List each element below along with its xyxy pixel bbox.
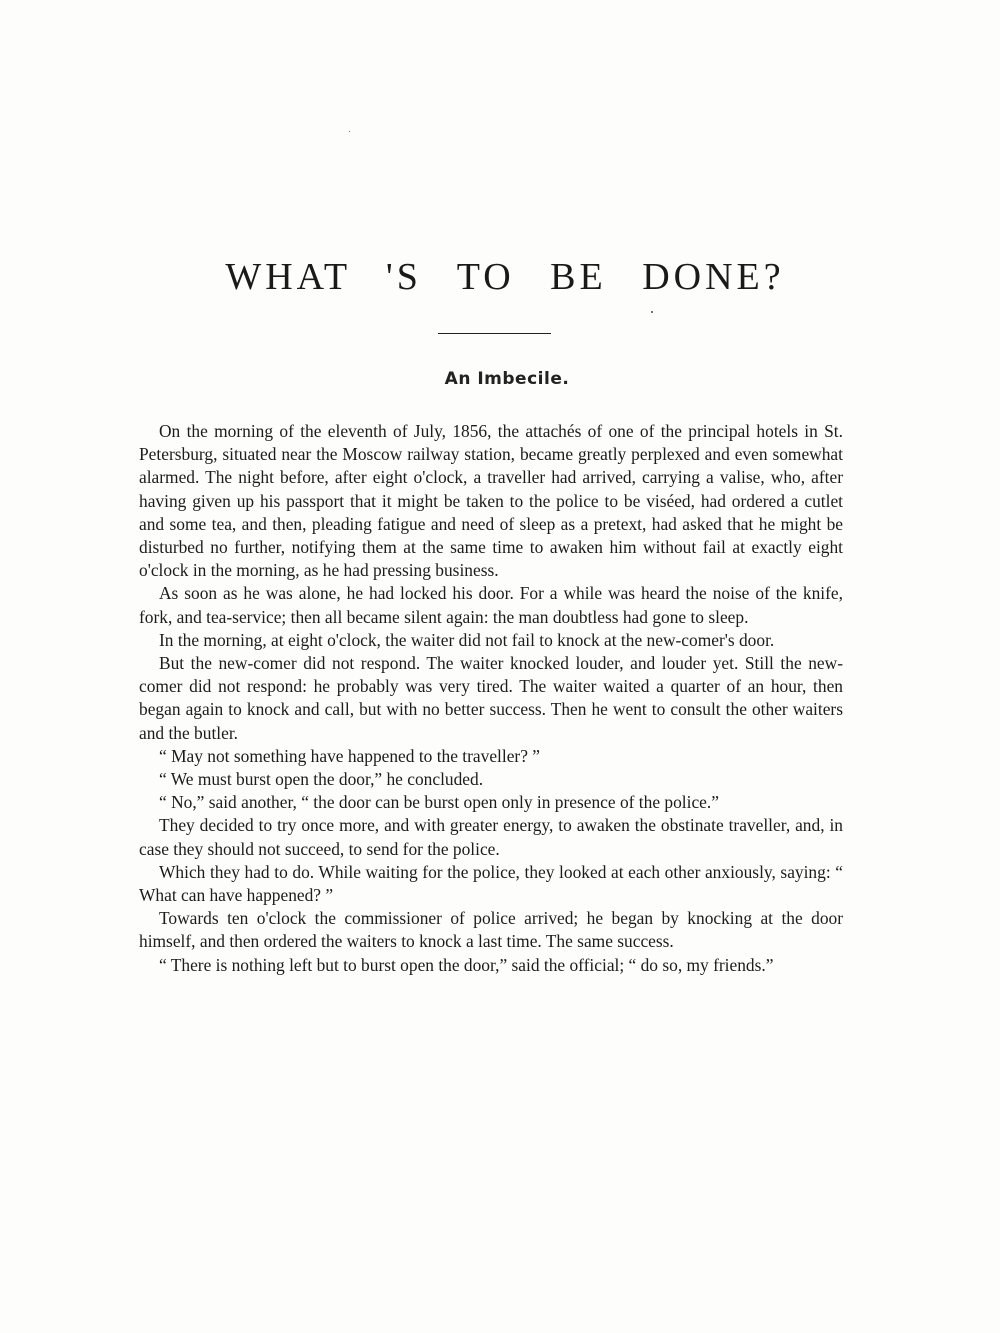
paragraph: “ May not something have happened to the traveller? ” <box>159 745 541 766</box>
paragraph: Which they had to do. While waiting for the police, they looked at each other anxiously, saying: “ What can have happened? ” <box>139 861 843 906</box>
paragraph: They decided to try once more, and with greater energy, to awaken the obstinate traveller, and, in case they should not succeed, to send for the police. <box>139 815 843 859</box>
paragraph: In the morning, at eight o'clock, the waiter did not fail to knock at the new-comer's door. <box>159 629 775 650</box>
paper-speck <box>349 131 350 132</box>
body-text <box>139 420 843 977</box>
paragraph: But the new-comer did not respond. The waiter knocked louder, and louder yet. Still the new-comer did not respond: he probably was very tired. The waiter waited a quarter of an hour, then began again to knock and call, but with no better success. Then he went to consult the other waiters and the butler. <box>139 653 843 743</box>
section-subtitle: An Imbecile. <box>444 369 570 389</box>
paragraph: “ No,” said another, “ the door can be burst open only in presence of the police.” <box>159 792 719 813</box>
paper-speck <box>651 311 653 313</box>
paragraph: “ We must burst open the door,” he concluded. <box>159 769 484 790</box>
chapter-title: WHAT 'S TO BE DONE? <box>225 256 785 298</box>
paragraph: On the morning of the eleventh of July, 1856, the attachés of one of the principal hotels in St. Petersburg, situated near the Moscow railway station, became greatly perplexed and even somewhat alarmed. The night before, after eight o'clock, a traveller had arrived, carrying a valise, who, after having given up his passport that it might be taken to the police to be viséed, had ordered a cutlet and some tea, and then, pleading fatigue and need of sleep as a pretext, had asked that he might be disturbed no further, notifying them at the same time to awaken him without fail at exactly eight o'clock in the morning, as he had pressing business. <box>139 421 843 581</box>
paragraph: As soon as he was alone, he had locked his door. For a while was heard the noise of the knife, fork, and tea-service; then all became silent again: the man doubtless had gone to sleep. <box>139 583 843 627</box>
paragraph: Towards ten o'clock the commissioner of police arrived; he began by knocking at the door himself, and then ordered the waiters to knock a last time. The same success. <box>139 908 843 952</box>
paragraph: “ There is nothing left but to burst open the door,” said the official; “ do so, my friends.” <box>159 954 774 975</box>
title-rule <box>438 333 551 334</box>
